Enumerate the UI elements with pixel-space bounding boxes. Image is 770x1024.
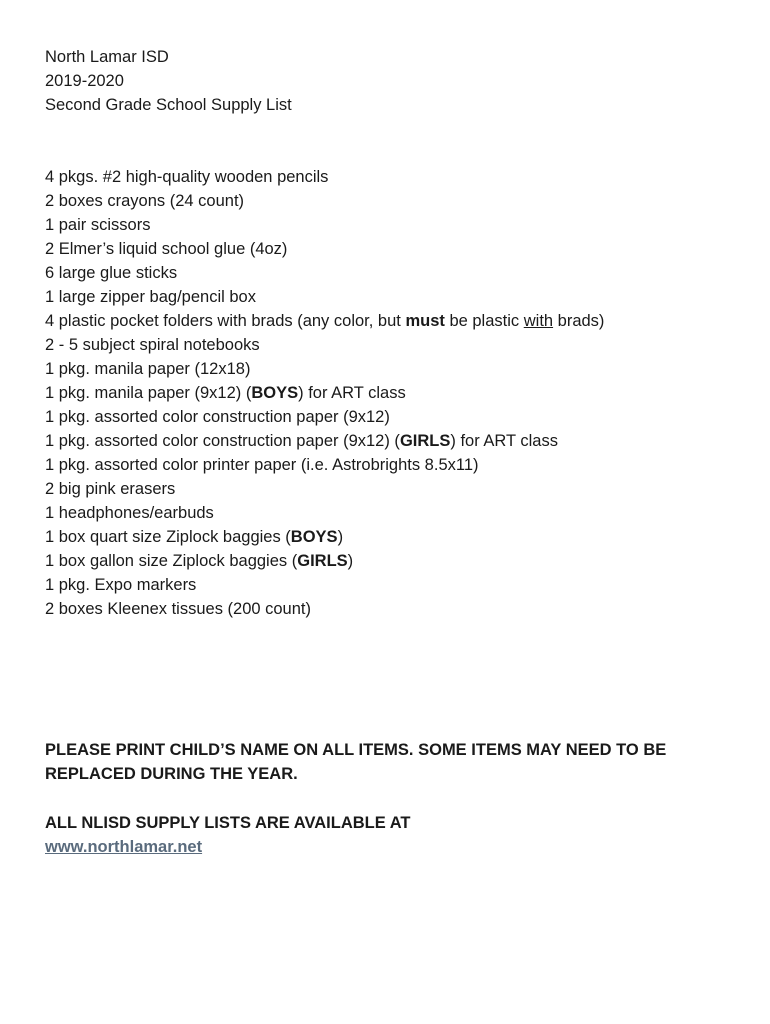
manila-boys-text-1: 1 pkg. manila paper (9x12) ( xyxy=(45,384,252,402)
supply-list xyxy=(45,165,735,621)
document-header xyxy=(45,45,735,117)
gallon-baggies-text-2: ) xyxy=(347,552,354,570)
supply-item-notebooks: 2 - 5 subject spiral notebooks xyxy=(45,336,260,354)
folders-text-2: be plastic xyxy=(444,312,524,330)
quart-baggies-emphasis: BOYS xyxy=(290,528,338,546)
availability-text: ALL NLISD SUPPLY LISTS ARE AVAILABLE AT xyxy=(45,814,411,832)
manila-boys-emphasis: BOYS xyxy=(251,384,299,402)
supply-item-manila-paper-boys xyxy=(45,381,735,405)
supply-item-construction-paper-girls xyxy=(45,429,735,453)
supply-item-expo-markers: 1 pkg. Expo markers xyxy=(45,576,197,594)
quart-baggies-text-1: 1 box quart size Ziplock baggies ( xyxy=(45,528,291,546)
construction-girls-emphasis: GIRLS xyxy=(399,432,451,450)
supply-item-gallon-baggies xyxy=(45,549,735,573)
supply-item-pencil-box: 1 large zipper bag/pencil box xyxy=(45,288,256,306)
supply-item-printer-paper: 1 pkg. assorted color printer paper (i.e. Astrobrights 8.5x11) xyxy=(45,456,479,474)
document-page xyxy=(45,45,735,621)
construction-girls-text-1: 1 pkg. assorted color construction paper (9x12) ( xyxy=(45,432,400,450)
website-link[interactable]: www.northlamar.net xyxy=(45,838,203,856)
supply-item-folders xyxy=(45,309,735,333)
name-notice: PLEASE PRINT CHILD’S NAME ON ALL ITEMS. SOME ITEMS MAY NEED TO BE REPLACED DURING THE YEAR. xyxy=(45,741,667,783)
manila-boys-text-2: ) for ART class xyxy=(298,384,406,402)
supply-item-quart-baggies xyxy=(45,525,735,549)
gallon-baggies-text-1: 1 box gallon size Ziplock baggies ( xyxy=(45,552,298,570)
availability-notice xyxy=(45,811,410,859)
folders-emphasis-with: with xyxy=(523,312,554,330)
supply-item-headphones: 1 headphones/earbuds xyxy=(45,504,214,522)
quart-baggies-text-2: ) xyxy=(337,528,344,546)
supply-item-liquid-glue: 2 Elmer’s liquid school glue (4oz) xyxy=(45,240,288,258)
school-year: 2019-2020 xyxy=(45,72,124,90)
supply-item-manila-paper-large: 1 pkg. manila paper (12x18) xyxy=(45,360,251,378)
supply-item-crayons: 2 boxes crayons (24 count) xyxy=(45,192,245,210)
construction-girls-text-2: ) for ART class xyxy=(450,432,558,450)
folders-emphasis-must: must xyxy=(405,312,445,330)
supply-item-scissors: 1 pair scissors xyxy=(45,216,151,234)
supply-item-erasers: 2 big pink erasers xyxy=(45,480,176,498)
supply-item-glue-sticks: 6 large glue sticks xyxy=(45,264,178,282)
supply-item-pencils: 4 pkgs. #2 high-quality wooden pencils xyxy=(45,168,329,186)
supply-item-construction-paper: 1 pkg. assorted color construction paper (9x12) xyxy=(45,408,390,426)
folders-text-1: 4 plastic pocket folders with brads (any color, but xyxy=(45,312,406,330)
gallon-baggies-emphasis: GIRLS xyxy=(297,552,348,570)
supply-item-tissues: 2 boxes Kleenex tissues (200 count) xyxy=(45,600,311,618)
folders-text-3: brads) xyxy=(553,312,605,330)
district-name: North Lamar ISD xyxy=(45,48,169,66)
list-title: Second Grade School Supply List xyxy=(45,96,292,114)
